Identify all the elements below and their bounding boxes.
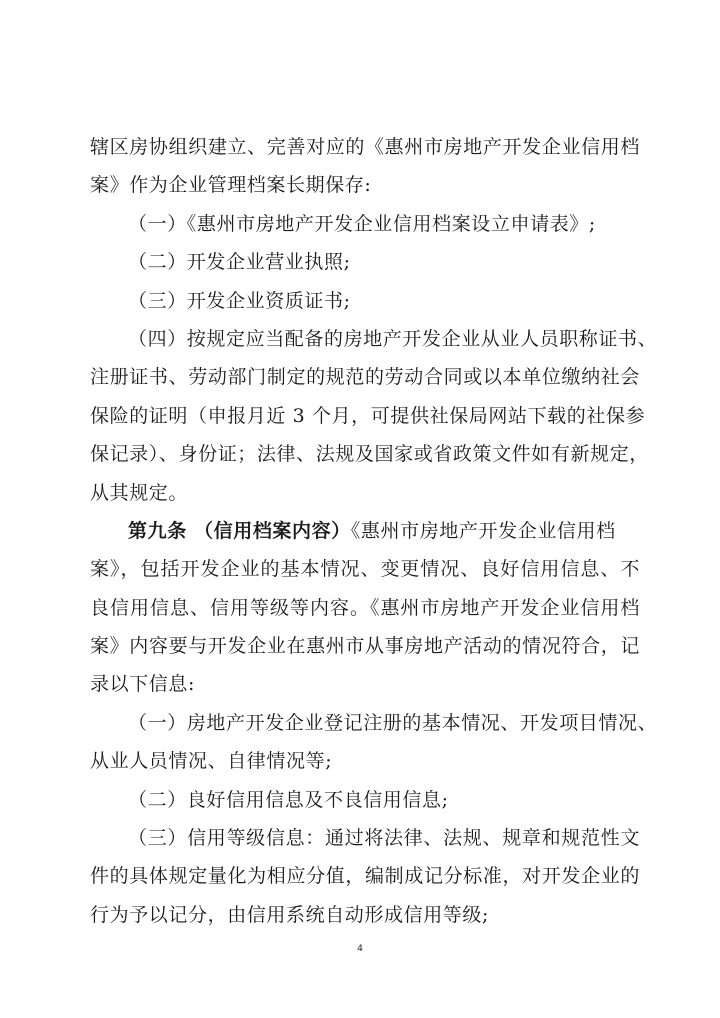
paragraph-line: 录以下信息: [90,673,196,696]
paragraph-line: 保险的证明（申报月近 3 个月，可提供社保局网站下载的社保参 [90,404,646,427]
paragraph-line: 从业人员情况、自律情况等; [90,750,333,773]
page-number: 4 [357,944,363,954]
list-item: （四）按规定应当配备的房地产开发企业从业人员职称证书、 [128,327,658,350]
paragraph-line: 案》作为企业管理档案长期保存: [90,174,372,197]
article-heading-line [90,512,640,550]
list-item: （三）信用等级信息：通过将法律、法规、规章和规范性文 [128,827,640,850]
paragraph-line: 行为予以记分，由信用系统自动形成信用等级; [90,903,490,926]
paragraph-line: 辖区房协组织建立、完善对应的《惠州市房地产开发企业信用档 [90,136,640,158]
article-heading: 第九条 （信用档案内容） [128,519,351,542]
list-item: （二）良好信用信息及不良信用信息; [128,788,449,811]
list-item: （二）开发企业营业执照; [128,251,351,274]
paragraph-line: 从其规定。 [90,481,189,504]
paragraph-line: 保记录）、身份证；法律、法规及国家或省政策文件如有新规定， [90,443,649,466]
article-text: 《惠州市房地产开发企业信用档 [350,519,616,542]
list-item: （一）房地产开发企业登记注册的基本情况、开发项目情况、 [128,711,658,734]
paragraph-line: 案》，包括开发企业的基本情况、变更情况、良好信用信息、不 [90,558,640,581]
paragraph-line: 案》内容要与开发企业在惠州市从事房地产活动的情况符合，记 [90,635,640,658]
list-item: （三）开发企业资质证书; [128,289,351,312]
list-item: （一）《惠州市房地产开发企业信用档案设立申请表》; [128,212,596,235]
document-body [90,128,658,934]
paragraph-line: 注册证书、劳动部门制定的规范的劳动合同或以本单位缴纳社会 [90,366,640,389]
paragraph-line: 件的具体规定量化为相应分值，编制成记分标准，对开发企业的 [90,865,640,888]
paragraph-line: 良信用信息、信用等级等内容。《惠州市房地产开发企业信用档 [90,596,640,619]
